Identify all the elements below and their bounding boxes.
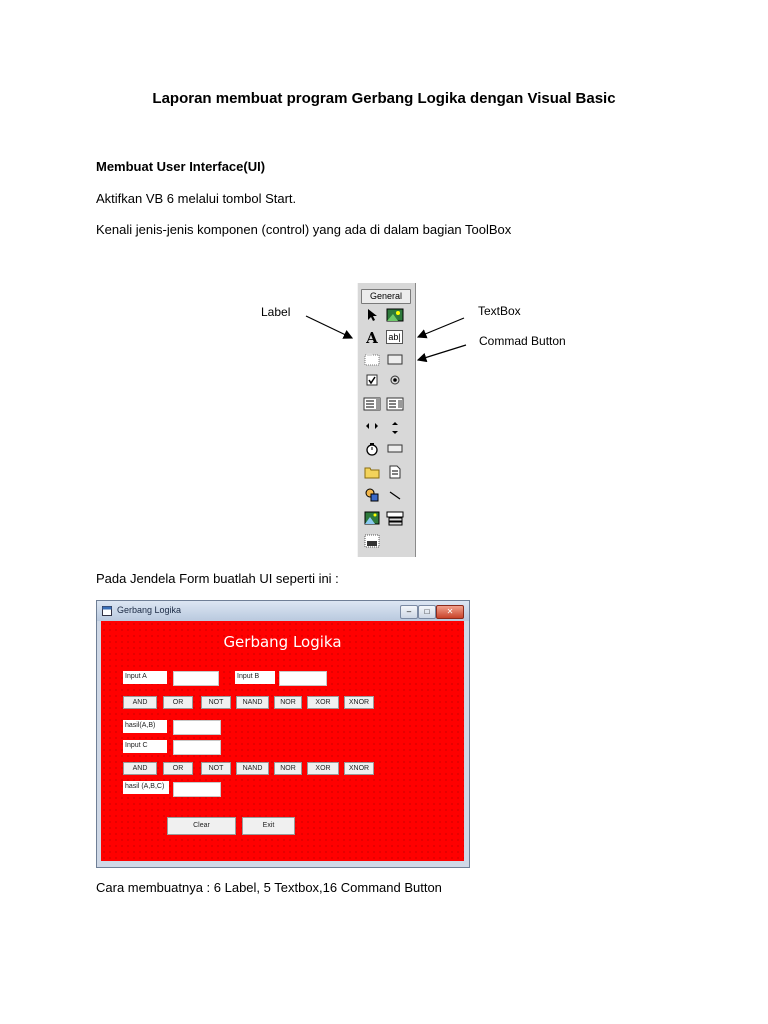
xor-button-abc[interactable]: XOR	[307, 762, 339, 775]
arrow-to-label	[306, 316, 352, 338]
label-input-b: Input B	[235, 671, 275, 684]
shape-icon[interactable]	[363, 488, 381, 504]
line-icon[interactable]	[386, 488, 404, 504]
checkbox-icon[interactable]	[363, 374, 381, 390]
drivelistbox-icon[interactable]	[386, 442, 404, 458]
textbox-hasil-ab[interactable]	[173, 720, 221, 735]
label-input-c: Input C	[123, 740, 167, 753]
pointer-icon[interactable]	[363, 308, 381, 324]
nand-button-ab[interactable]: NAND	[236, 696, 269, 709]
label-icon[interactable]: A	[366, 329, 378, 347]
exit-button[interactable]: Exit	[242, 817, 295, 835]
callout-label: Label	[261, 305, 291, 319]
textbox-input-a[interactable]	[173, 671, 219, 686]
data-icon[interactable]	[386, 511, 404, 527]
vb-form-window	[96, 600, 470, 868]
nor-button-ab[interactable]: NOR	[274, 696, 302, 709]
label-hasil-abc: hasil (A,B,C)	[123, 781, 169, 794]
dirlistbox-icon[interactable]	[363, 465, 381, 481]
timer-icon[interactable]	[363, 442, 381, 458]
document-title: Laporan membuat program Gerbang Logika dengan Visual Basic	[152, 90, 616, 107]
paragraph-summary: Cara membuatnya : 6 Label, 5 Textbox,16 Command Button	[96, 880, 442, 895]
paragraph-toolbox-intro: Kenali jenis-jenis komponen (control) yang ada di dalam bagian ToolBox	[96, 222, 512, 237]
callout-textbox: TextBox	[478, 304, 521, 318]
paragraph-start-vb: Aktifkan VB 6 melalui tombol Start.	[96, 191, 297, 206]
vb-toolbox	[357, 283, 416, 557]
minimize-icon[interactable]: –	[400, 605, 418, 619]
commandbutton-icon[interactable]	[386, 352, 404, 368]
optionbutton-icon[interactable]	[386, 374, 404, 390]
nand-button-abc[interactable]: NAND	[236, 762, 269, 775]
window-title: Gerbang Logika	[117, 605, 182, 615]
hscrollbar-icon[interactable]	[363, 420, 381, 436]
form-client-area	[101, 621, 464, 861]
label-input-a: Input A	[123, 671, 167, 684]
and-button-abc[interactable]: AND	[123, 762, 157, 775]
toolbox-general-tab[interactable]: General	[361, 289, 411, 304]
clear-button[interactable]: Clear	[167, 817, 236, 835]
and-button-ab[interactable]: AND	[123, 696, 157, 709]
arrow-to-command-button	[418, 345, 466, 360]
ole-icon[interactable]	[363, 534, 381, 550]
paragraph-form-instructions: Pada Jendela Form buatlah UI seperti ini :	[96, 571, 339, 586]
textbox-input-b[interactable]	[279, 671, 327, 686]
combobox-icon[interactable]	[363, 397, 381, 413]
maximize-icon[interactable]: □	[418, 605, 436, 619]
textbox-icon[interactable]: ab|	[386, 330, 403, 344]
image-icon[interactable]	[363, 511, 381, 527]
callout-command-button: Commad Button	[479, 334, 566, 348]
window-titlebar[interactable]	[97, 601, 469, 621]
or-button-abc[interactable]: OR	[163, 762, 193, 775]
nor-button-abc[interactable]: NOR	[274, 762, 302, 775]
section-heading: Membuat User Interface(UI)	[96, 159, 266, 174]
xor-button-ab[interactable]: XOR	[307, 696, 339, 709]
or-button-ab[interactable]: OR	[163, 696, 193, 709]
xnor-button-ab[interactable]: XNOR	[344, 696, 374, 709]
filelistbox-icon[interactable]	[386, 465, 404, 481]
close-icon[interactable]: ✕	[436, 605, 464, 619]
textbox-input-c[interactable]	[173, 740, 221, 755]
form-icon	[102, 606, 112, 616]
arrow-to-textbox	[418, 318, 464, 337]
picturebox-icon[interactable]	[386, 308, 404, 324]
xnor-button-abc[interactable]: XNOR	[344, 762, 374, 775]
vscrollbar-icon[interactable]	[386, 420, 404, 436]
listbox-icon[interactable]	[386, 397, 404, 413]
textbox-hasil-abc[interactable]	[173, 782, 221, 797]
not-button-abc[interactable]: NOT	[201, 762, 231, 775]
label-hasil-ab: hasil(A,B)	[123, 720, 167, 733]
frame-icon[interactable]	[363, 352, 381, 368]
not-button-ab[interactable]: NOT	[201, 696, 231, 709]
form-heading: Gerbang Logika	[223, 633, 342, 651]
